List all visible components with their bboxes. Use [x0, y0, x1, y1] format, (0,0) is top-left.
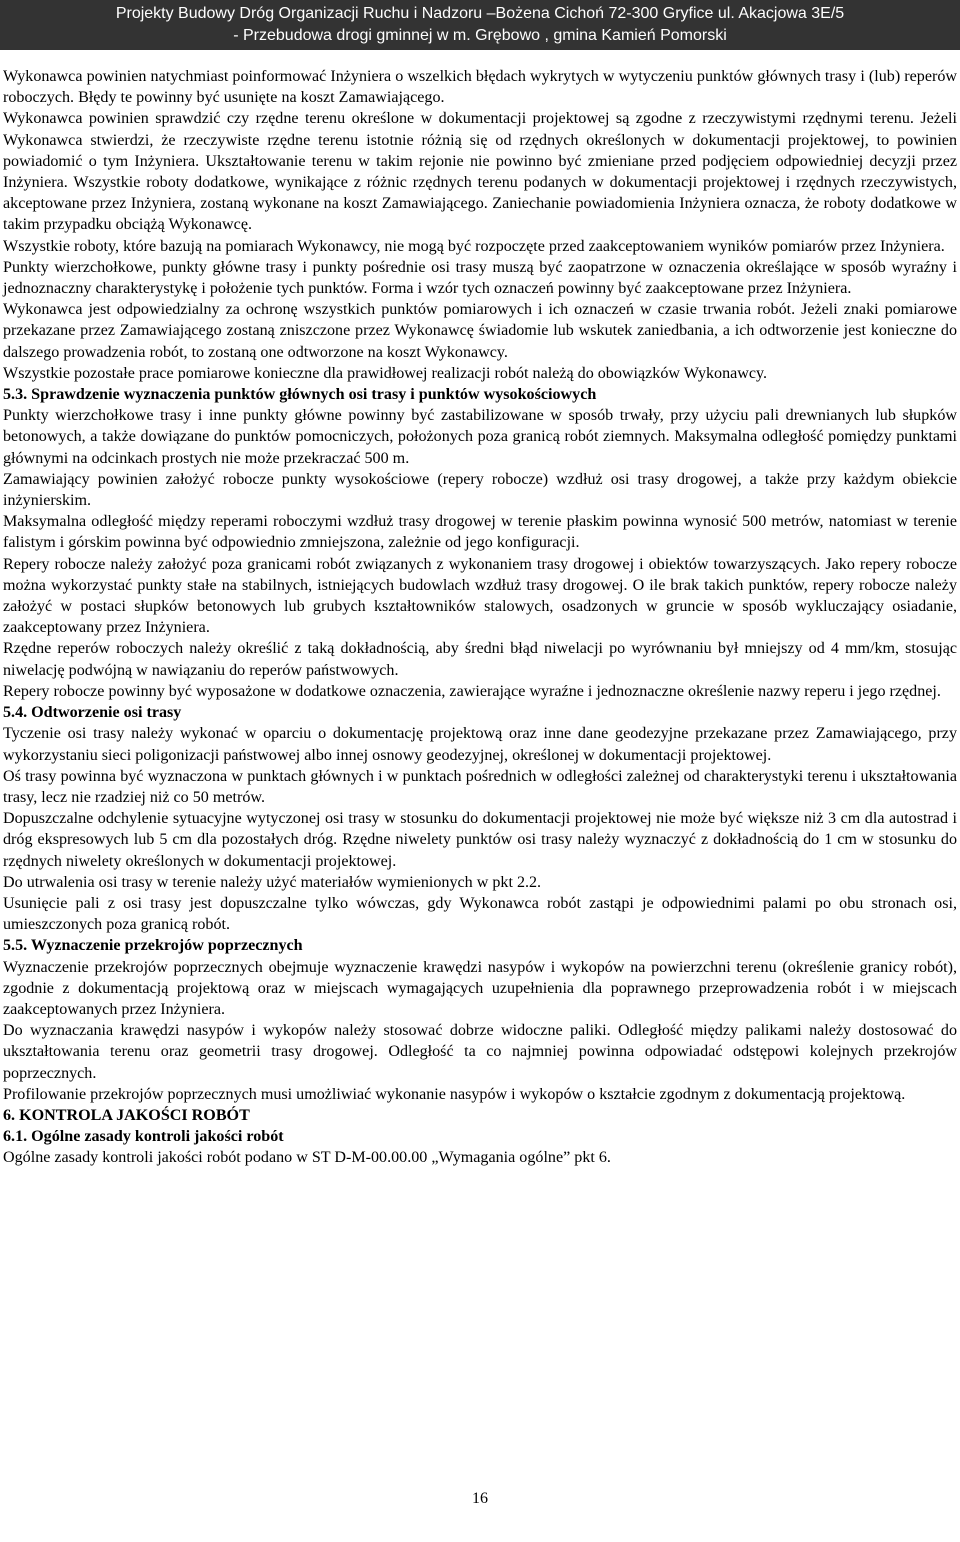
paragraph: Rzędne reperów roboczych należy określić z taką dokładnością, aby średni błąd niwelacji po wyrównaniu był mniejszy od 4 mm/km, stosując niwelację podwójną w nawiązaniu do reperów państwowych.: [3, 640, 957, 679]
paragraph: Usunięcie pali z osi trasy jest dopuszczalne tylko wówczas, gdy Wykonawca robót zastąpi je odpowiednimi palami po obu stronach osi, umieszczonych poza granicą robót.: [3, 894, 957, 934]
header-line-2: - Przebudowa drogi gminnej w m. Grębowo , gmina Kamień Pomorski: [233, 27, 727, 44]
paragraph: Repery robocze powinny być wyposażone w dodatkowe oznaczenia, zawierające wyraźne i jednoznaczne określenie nazwy reperu i jego rzędnej.: [3, 682, 941, 700]
section-heading-5-5: 5.5. Wyznaczenie przekrojów poprzecznych: [3, 937, 303, 955]
paragraph: Wykonawca powinien sprawdzić czy rzędne terenu określone w dokumentacji projektowej są zgodne z rzeczywistymi rzędnymi terenu. Jeżeli Wykonawca stwierdzi, że rzeczywiste rzędne terenu istotnie różnią się od rzędnych określonych w dokumentacji projektowej, to powinien powiadomić o tym Inżyniera. Ukształtowanie terenu w takim rejonie nie powinno być zmieniane przed podjęciem odpowiedniej decyzji przez Inżyniera. Wszystkie roboty dodatkowe, wynikające z różnic rzędnych terenu podanych w dokumentacji projektowej i rzędnych rzeczywistych, akceptowane przez Inżyniera, zostaną wykonane na koszt Zamawiającego. Zaniechanie powiadomienia Inżyniera oznacza, że roboty dodatkowe w takim przypadku obciążą Wykonawcę.: [3, 110, 957, 234]
paragraph: Wyznaczenie przekrojów poprzecznych obejmuje wyznaczenie krawędzi nasypów i wykopów na powierzchni terenu (określenie granicy robót), zgodnie z dokumentacją projektową oraz w miejscach wymagających uzupełnienia dla poprawnego przeprowadzenia robót i w miejscach zaakceptowanych przez Inżyniera.: [3, 958, 957, 1018]
paragraph: Wykonawca powinien natychmiast poinformować Inżyniera o wszelkich błędach wykrytych w wytyczeniu punktów głównych trasy i (lub) reperów roboczych. Błędy te powinny być usunięte na koszt Zamawiającego.: [3, 68, 957, 107]
section-heading-6: 6. KONTROLA JAKOŚCI ROBÓT: [3, 1106, 250, 1124]
section-heading-6-1: 6.1. Ogólne zasady kontroli jakości robót: [3, 1128, 284, 1146]
paragraph: Wszystkie pozostałe prace pomiarowe konieczne dla prawidłowej realizacji robót należą do obowiązków Wykonawcy.: [3, 364, 768, 382]
page-header: [0, 0, 960, 50]
paragraph: Dopuszczalne odchylenie sytuacyjne wytyczonej osi trasy w stosunku do dokumentacji projektowej nie może być większe niż 3 cm dla autostrad i dróg ekspresowych lub 5 cm dla pozostałych dróg. Rzędne niwelety punktów osi trasy należy wyznaczyć z dokładnością do 1 cm w stosunku do rzędnych niwelety określonych w dokumentacji projektowej.: [3, 810, 957, 870]
header-line-1: Projekty Budowy Dróg Organizacji Ruchu i Nadzoru –Bożena Cichoń 72-300 Gryfice ul. Akacjowa 3E/5: [115, 5, 845, 22]
paragraph: Wykonawca jest odpowiedzialny za ochronę wszystkich punktów pomiarowych i ich oznaczeń w czasie trwania robót. Jeżeli znaki pomiarowe przekazane przez Zamawiającego zostaną zniszczone przez Wykonawcę świadomie lub wskutek zaniedbania, a ich odtworzenie jest konieczne do dalszego prowadzenia robót, to zostaną one odtworzone na koszt Wykonawcy.: [3, 301, 957, 361]
paragraph: Do wyznaczania krawędzi nasypów i wykopów należy stosować dobrze widoczne paliki. Odległość między palikami należy dostosować do ukształtowania terenu oraz geometrii trasy drogowej. Odległość ta co najmniej powinna odpowiadać odstępowi kolejnych przekrojów poprzecznych.: [3, 1022, 957, 1082]
page-number: 16: [472, 1490, 488, 1507]
section-heading-5-4: 5.4. Odtworzenie osi trasy: [3, 704, 182, 722]
paragraph: Ogólne zasady kontroli jakości robót podano w ST D-M-00.00.00 „Wymagania ogólne” pkt 6.: [3, 1149, 611, 1167]
paragraph: Do utrwalenia osi trasy w terenie należy użyć materiałów wymienionych w pkt 2.2.: [3, 873, 542, 891]
paragraph: Punkty wierzchołkowe trasy i inne punkty główne powinny być zastabilizowane w sposób trwały, przy użyciu pali drewnianych lub słupków betonowych, a także dowiązane do punktów pomocniczych, położonych poza granicą robót ziemnych. Maksymalna odległość pomiędzy punktami głównymi na odcinkach prostych nie może przekraczać 500 m.: [3, 407, 957, 467]
paragraph: Punkty wierzchołkowe, punkty główne trasy i punkty pośrednie osi trasy muszą być zaopatrzone w oznaczenia określające w sposób wyraźny i jednoznaczny charakterystykę i położenie tych punktów. Forma i wzór tych oznaczeń powinny być zaakceptowane przez Inżyniera.: [3, 258, 957, 298]
paragraph: Tyczenie osi trasy należy wykonać w oparciu o dokumentację projektową oraz inne dane geodezyjne przekazane przez Zamawiającego, przy wykorzystaniu sieci poligonizacji państwowej albo innej osnowy geodezyjnej, określonej w dokumentacji projektowej.: [3, 725, 957, 764]
paragraph: Wszystkie roboty, które bazują na pomiarach Wykonawcy, nie mogą być rozpoczęte przed zaakceptowaniem wyników pomiarów przez Inżyniera.: [3, 237, 945, 255]
paragraph: Maksymalna odległość między reperami roboczymi wzdłuż trasy drogowej w terenie płaskim powinna wynosić 500 metrów, natomiast w terenie falistym i górskim powinna być odpowiednio zmniejszona, zależnie od jego konfiguracji.: [3, 513, 957, 552]
paragraph: Zamawiający powinien założyć robocze punkty wysokościowe (repery robocze) wzdłuż osi trasy drogowej, a także przy każdym obiekcie inżynierskim.: [3, 470, 957, 510]
paragraph: Oś trasy powinna być wyznaczona w punktach głównych i w punktach pośrednich w odległości zależnej od charakterystyki terenu i ukształtowania trasy, lecz nie rzadziej niż co 50 metrów.: [3, 767, 957, 806]
section-heading-5-3: 5.3. Sprawdzenie wyznaczenia punktów głównych osi trasy i punktów wysokościowych: [3, 386, 597, 404]
document-body: [3, 66, 957, 1169]
paragraph: Profilowanie przekrojów poprzecznych musi umożliwiać wykonanie nasypów i wykopów o kształcie zgodnym z dokumentacją projektową.: [3, 1085, 906, 1103]
paragraph: Repery robocze należy założyć poza granicami robót związanych z wykonaniem trasy drogowej i obiektów towarzyszących. Jako repery robocze można wykorzystać punkty stałe na stabilnych, istniejących budowlach wzdłuż trasy drogowej. O ile brak takich punktów, repery robocze należy założyć w postaci słupków betonowych lub grubych kształtowników stalowych, osadzonych w gruncie w sposób wykluczający osiadanie, zaakceptowany przez Inżyniera.: [3, 555, 957, 637]
